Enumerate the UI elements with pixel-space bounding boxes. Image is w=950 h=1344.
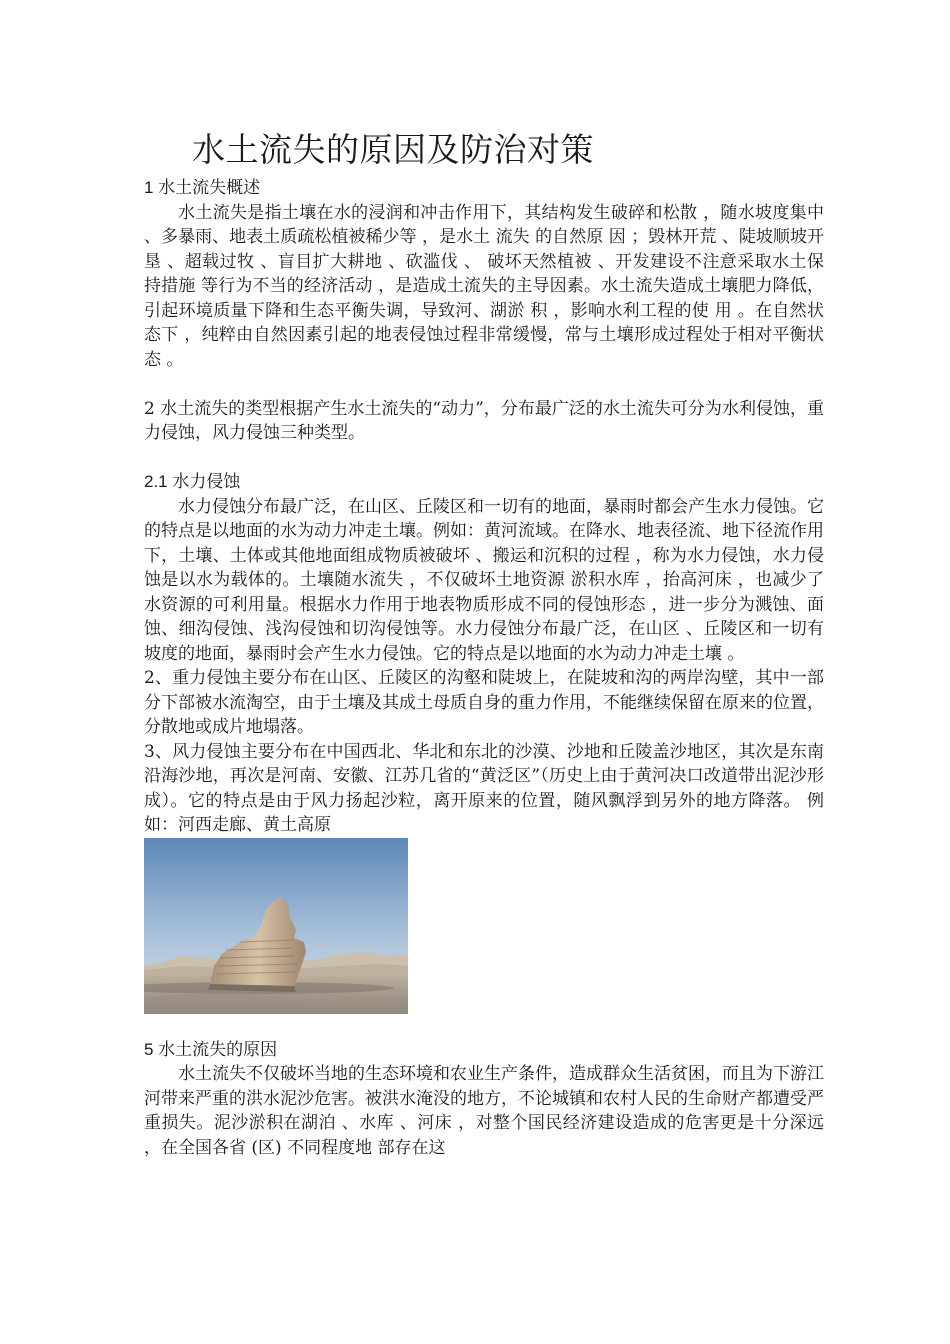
section-2-1-paragraph: 水力侵蚀分布最广泛，在山区、丘陵区和一切有的地面，暴雨时都会产生水力侵蚀。它的特点是以地面的水为动力冲走土壤。例如：黄河流域。在降水、地表径流、地下径流作用下，土壤、土体或其他地面组成物质被破坏 、搬运和沉积的过程 ，称为水力侵蚀，水力侵蚀是以水为载体的。土壤随水流失 ，不仅破坏土地资源 淤积水库 ，抬高河床 ，也减少了水资源的可利用量。根据水力作用于地表物质形成不同的侵蚀形态 ，进一步分为溅蚀、面蚀、细沟侵蚀、浅沟侵蚀和切沟侵蚀等。水力侵蚀分布最广泛，在山区 、丘陵区和一切有坡度的地面，暴雨时会产生水力侵蚀。它的特点是以地面的水为动力冲走土壤 。 [144, 496, 824, 664]
paragraph-spacer [144, 372, 824, 397]
wind-erosion-paragraph: 3、风力侵蚀主要分布在中国西北、华北和东北的沙漠、沙地和丘陵盖沙地区，其次是东南沿海沙地，再次是河南、安徽、江苏几省的“黄泛区”（历史上由于黄河决口改道带出泥沙形成）。它的特点是由于风力扬起沙粒，离开原来的位置，随风飘浮到另外的地方降落。 例如：河西走廊、黄土高原 [144, 741, 824, 835]
section-1-paragraph: 水土流失是指土壤在水的浸润和冲击作用下，其结构发生破碎和松散 ，随水坡度集中 、多暴雨、地表土质疏松植被稀少等 ，是水土 流失 的自然原 因 ；毁林开荒 、陡坡顺坡开垦 、超载过牧 、盲目扩大耕地 、砍滥伐 、 破坏天然植被 、开发建设不注意采取水土保 持措施 等行为不当的经济活动 ，是造成土流失的主导因素。水土流失造成土壤肥力降低，引起环境质量下降和生态平衡失调，导致河、湖淤 积 ，影响水利工程的使 用 。在自然状态下 ，纯粹由自然因素引起的地表侵蚀过程非常缓慢，常与土壤形成过程处于相对平衡状态 。 [144, 202, 824, 370]
page-title: 水土流失的原因及防治对策 [192, 130, 594, 169]
section-2-paragraph: 2 水土流失的类型根据产生水土流失的“动力”，分布最广泛的水土流失可分为水利侵蚀，重力侵蚀，风力侵蚀三种类型。 [144, 398, 824, 443]
section-2-1-heading: 2.1 水力侵蚀 [144, 472, 241, 491]
section-5-heading: 5 水土流失的原因 [144, 1039, 278, 1059]
gravity-erosion-paragraph: 2、重力侵蚀主要分布在山区、丘陵区的沟壑和陡坡上，在陡坡和沟的两岸沟壁，其中一部分下部被水流淘空，由于土壤及其成土母质自身的重力作用，不能继续保留在原来的位置，分散地或成片地塌落。 [144, 668, 824, 737]
paragraph-spacer [144, 446, 824, 471]
desert-yardang-photo [144, 838, 408, 1014]
document-body [144, 176, 824, 1160]
section-5-paragraph: 水土流失不仅破坏当地的生态环境和农业生产条件，造成群众生活贫困，而且为下游江河带来严重的洪水泥沙危害。被洪水淹没的地方，不论城镇和农村人民的生命财产都遭受严重损失。泥沙淤积在湖泊 、水库 、河床 ，对整个国民经济建设造成的危害更是十分深远 ，在全国各省 (区) 不同程度地 部存在这 [144, 1064, 824, 1158]
section-1-heading: 1 水土流失概述 [144, 178, 261, 197]
